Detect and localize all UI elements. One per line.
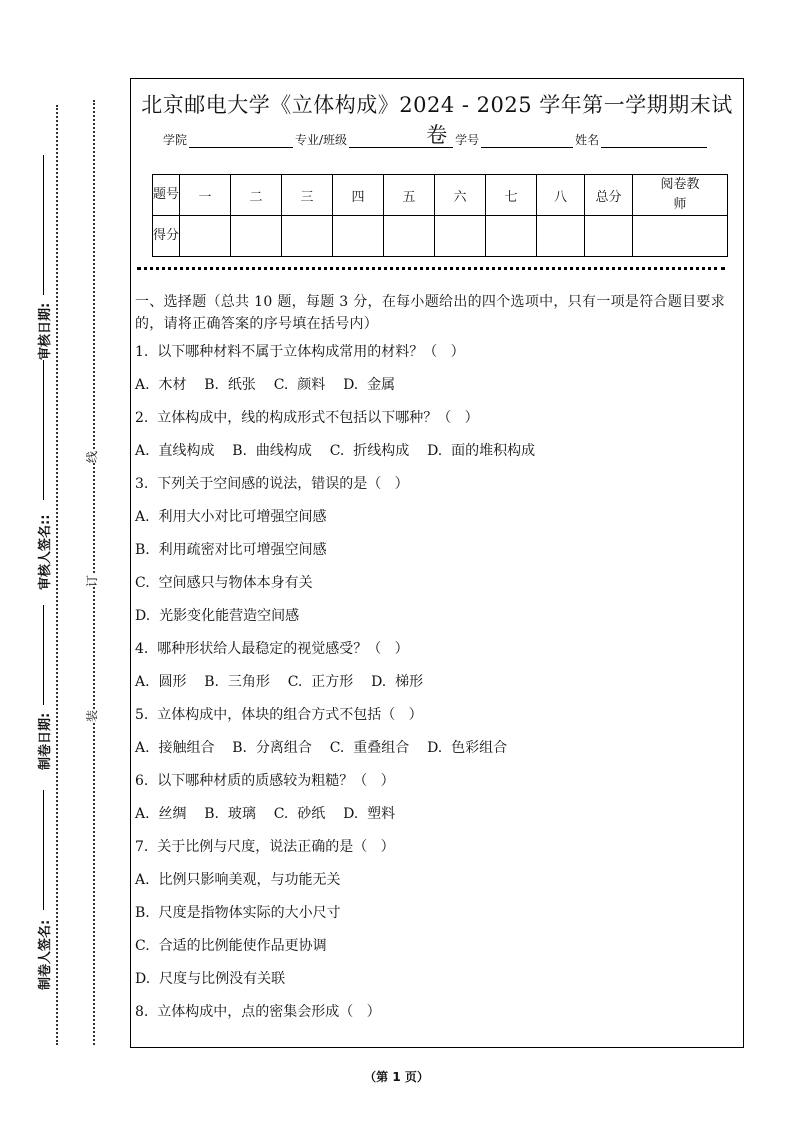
major-class-blank[interactable]: [349, 135, 453, 148]
review-date-label: 审核日期:: [38, 302, 53, 360]
question-stem: 8. 立体构成中，点的密集会形成（ ）: [135, 1004, 381, 1020]
binding-mark-mount: 装: [85, 709, 100, 723]
question-stem: 1. 以下哪种材料不属于立体构成常用的材料？（ ）: [135, 344, 465, 360]
answer-options: A. 圆形 B. 三角形 C. 正方形 D. 梯形: [135, 674, 424, 690]
binding-dotted-line-outer: [56, 105, 58, 1045]
col-header: 七: [486, 175, 537, 216]
score-cell[interactable]: [282, 216, 333, 257]
paper-maker-signature-label: 制卷人签名:: [38, 919, 53, 990]
binding-dotted-line-inner: [93, 100, 95, 1045]
answer-options: A. 比例只影响美观，与功能无关: [135, 872, 341, 888]
answer-options: C. 合适的比例能使作品更协调: [135, 938, 327, 954]
review-date-line: [43, 155, 44, 295]
paper-made-date-line: [43, 605, 44, 705]
paper-maker-signature-line: [43, 790, 44, 910]
question-stem: 4. 哪种形状给人最稳定的视觉感受？（ ）: [135, 641, 409, 657]
exam-title: 北京邮电大学《立体构成》2024 - 2025 学年第一学期期末试卷: [141, 93, 733, 147]
col-header-grader: [633, 175, 728, 216]
reviewer-signature-label: 审核人签名::: [38, 514, 53, 590]
reviewer-signature-line: [43, 360, 44, 500]
page-number: （第 1 页）: [364, 1070, 429, 1084]
answer-options: B. 尺度是指物体实际的大小尺寸: [135, 905, 341, 921]
answer-options: A. 接触组合 B. 分离组合 C. 重叠组合 D. 色彩组合: [135, 740, 508, 756]
score-cell[interactable]: [537, 216, 585, 257]
college-blank[interactable]: [189, 135, 293, 148]
score-cell-grader[interactable]: [633, 216, 728, 257]
col-header-total: 总分: [585, 175, 633, 216]
answer-options: D. 尺度与比例没有关联: [135, 971, 286, 987]
col-header: 四: [333, 175, 384, 216]
answer-options: A. 丝绸 B. 玻璃 C. 砂纸 D. 塑料: [135, 806, 396, 822]
answer-options: B. 利用疏密对比可增强空间感: [135, 542, 327, 558]
score-label: 得分: [153, 216, 180, 257]
score-cell[interactable]: [384, 216, 435, 257]
name-label: 姓名: [575, 133, 600, 147]
score-cell[interactable]: [435, 216, 486, 257]
col-header: 八: [537, 175, 585, 216]
score-table-score-row: [153, 216, 728, 257]
question-stem: 6. 以下哪种材质的质感较为粗糙？（ ）: [135, 773, 395, 789]
name-blank[interactable]: [601, 135, 707, 148]
exam-frame: [130, 78, 744, 1048]
student-id-blank[interactable]: [481, 135, 573, 148]
question-stem: 3. 下列关于空间感的说法，错误的是（ ）: [135, 476, 409, 492]
col-header: 五: [384, 175, 435, 216]
score-table-header-row: [153, 175, 728, 216]
score-cell[interactable]: [231, 216, 282, 257]
answer-options: A. 木材 B. 纸张 C. 颜料 D. 金属: [135, 377, 396, 393]
student-id-label: 学号: [455, 133, 480, 147]
question-number-label: 题号: [153, 175, 180, 216]
question-content: [135, 291, 737, 1034]
answer-options: D. 光影变化能营造空间感: [135, 608, 300, 624]
grader-label: 阅卷教师: [660, 177, 700, 212]
binding-mark-line: 线: [85, 450, 100, 464]
separator-dotted-rule: [137, 267, 725, 270]
question-stem: 2. 立体构成中，线的构成形式不包括以下哪种？（ ）: [135, 410, 479, 426]
question-lines: [135, 341, 737, 1034]
question-stem: 7. 关于比例与尺度，说法正确的是（ ）: [135, 839, 395, 855]
col-header: 二: [231, 175, 282, 216]
student-info-row: [163, 131, 709, 148]
answer-options: A. 利用大小对比可增强空间感: [135, 509, 327, 525]
binding-mark-bind: 订: [85, 574, 100, 588]
score-cell[interactable]: [486, 216, 537, 257]
col-header: 三: [282, 175, 333, 216]
score-cell-total[interactable]: [585, 216, 633, 257]
score-cell[interactable]: [180, 216, 231, 257]
question-stem: 5. 立体构成中，体块的组合方式不包括（ ）: [135, 707, 423, 723]
major-class-label: 专业/班级: [295, 133, 348, 147]
col-header: 六: [435, 175, 486, 216]
answer-options: A. 直线构成 B. 曲线构成 C. 折线构成 D. 面的堆积构成: [135, 443, 536, 459]
score-cell[interactable]: [333, 216, 384, 257]
col-header: 一: [180, 175, 231, 216]
answer-options: C. 空间感只与物体本身有关: [135, 575, 313, 591]
section-heading: 一、选择题（总共 10 题，每题 3 分，在每小题给出的四个选项中，只有一项是符合题目要求的，请将正确答案的序号填在括号内）: [135, 294, 726, 332]
score-table: [152, 174, 728, 257]
paper-made-date-label: 制卷日期:: [38, 712, 53, 770]
college-label: 学院: [163, 133, 188, 147]
